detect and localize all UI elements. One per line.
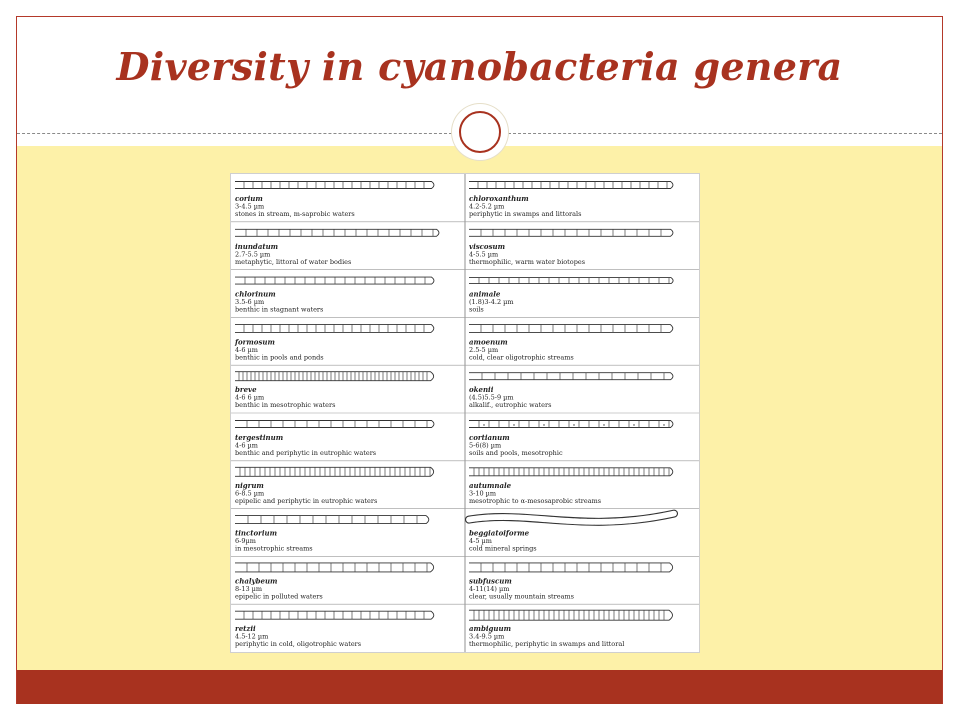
left-cell-size: 4-6 µm [235,441,258,450]
left-species-name: tinctorium [235,528,277,538]
left-cell-size: 3.5-6 µm [235,298,265,307]
left-habitat: benthic in pools and ponds [235,353,324,362]
left-cell-size: 6-9µm [235,537,256,546]
filament-diagram [231,174,699,652]
cyanobacteria-figure [230,173,700,653]
filament-sketch [235,277,434,284]
filament-sketch [469,229,673,236]
left-cell-size: 6-8.5 µm [235,489,265,498]
filament-sketch [469,421,673,428]
left-habitat: metaphytic, littoral of water bodies [235,257,352,266]
right-cell-size: 4-5 µm [469,537,492,546]
left-cell-size: 4-6 6 µm [235,393,265,402]
left-cell-size: 8-13 µm [235,584,263,593]
right-cell-size: 3.4-9.5 µm [469,632,505,641]
right-habitat: thermophilic, warm water biotopes [469,257,586,266]
left-habitat: benthic and periphytic in eutrophic waters [235,449,377,457]
right-cell-size: 4-11(14) µm [469,584,510,593]
header-divider-left [17,133,452,134]
right-habitat: soils [469,305,484,314]
right-cell-size: 3-10 µm [469,489,497,498]
filament-sketch [469,610,673,620]
filament-sketch [235,563,434,572]
right-cell-size: 4.2-5.2 µm [469,202,505,211]
filament-sketch [235,324,434,332]
right-habitat: clear, usually mountain streams [469,592,574,601]
left-species-name: tergestinum [235,433,284,442]
left-habitat: benthic in mesotrophic waters [235,401,336,410]
filament-sketch [235,467,434,476]
left-habitat: stones in stream, m-saprobic waters [235,210,355,218]
right-species-name: beggiatoiforme [469,528,530,538]
right-species-name: autumnale [469,480,512,490]
left-species-name: chlorinum [235,289,276,299]
left-species-name: breve [235,385,257,395]
left-cell-size: 4-6 µm [235,345,258,354]
left-species-name: retzii [235,624,256,634]
right-cell-size: 2.5-5 µm [469,345,499,354]
left-habitat: epipelic in polluted waters [235,592,323,601]
filament-sketch [235,182,434,189]
right-habitat: thermophilic, periphytic in swamps and littoral [469,640,625,649]
left-species-name: formosum [235,337,275,347]
left-cell-size: 2.7-5.5 µm [235,250,271,259]
right-habitat: soils and pools, mesotrophic [469,449,563,457]
filament-sketch [235,516,429,524]
right-cell-size: 4-5.5 µm [469,250,499,259]
right-species-name: cortianum [469,433,510,442]
left-habitat: in mesotrophic streams [235,544,313,553]
filament-sketch [469,373,673,380]
filament-sketch [469,278,673,284]
right-habitat: mesotrophic to α-mesosaprobic streams [469,496,602,505]
left-habitat: epipelic and periphytic in eutrophic waters [235,496,378,505]
left-habitat: benthic in stagnant waters [235,305,324,314]
filament-sketch [235,372,434,381]
left-cell-size: 3-4.5 µm [235,202,265,211]
filament-sketch [469,514,674,522]
right-species-name: amoenum [469,337,508,347]
right-species-name: viscosum [469,241,506,251]
left-habitat: periphytic in cold, oligotrophic waters [235,640,362,649]
right-cell-size: 5-6(8) µm [469,441,502,450]
left-species-name: corium [235,194,263,203]
right-species-name: ambiguum [469,624,511,634]
left-cell-size: 4.5-12 µm [235,632,269,641]
footer-bar [17,670,942,704]
right-species-name: chloroxanthum [469,194,529,203]
filament-sketch [235,229,439,236]
right-species-name: animale [469,289,501,299]
slide-title: Diversity in cyanobacteria genera [116,44,843,89]
left-species-name: chalybeum [235,576,278,586]
filament-sketch [469,468,673,476]
right-cell-size: (1.8)3-4.2 µm [469,298,514,307]
filament-sketch [469,563,673,572]
right-habitat: cold mineral springs [469,544,537,553]
header-divider-right [508,133,942,134]
right-habitat: periphytic in swamps and littorals [469,210,582,218]
filament-sketch [469,324,673,332]
right-habitat: cold, clear oligotrophic streams [469,353,574,362]
circle-ornament-icon [452,104,508,160]
filament-sketch [235,611,434,619]
left-species-name: inundatum [235,241,279,251]
left-species-name: nigrum [235,480,264,490]
right-species-name: subfuscum [469,576,512,586]
right-cell-size: (4.5)5.5-9 µm [469,393,514,402]
filament-sketch [235,421,434,428]
right-species-name: okenii [469,385,494,395]
filament-sketch [469,182,673,189]
right-habitat: alkalif., eutrophic waters [469,401,552,410]
